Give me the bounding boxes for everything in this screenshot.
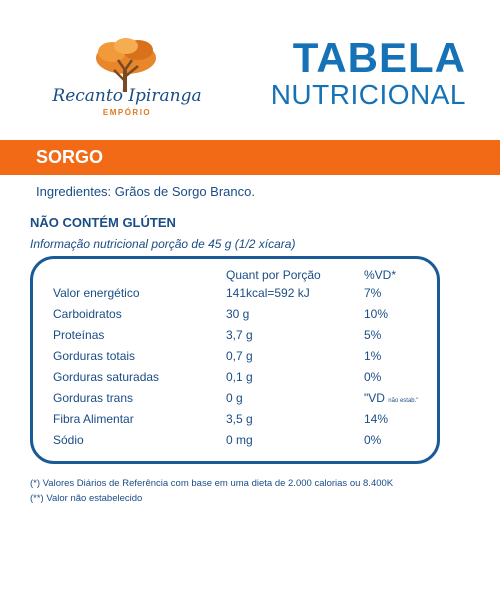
table-row	[33, 370, 437, 391]
nutrient-label: Valor energético	[53, 286, 140, 300]
brand-name: Recanto Ipiranga	[52, 86, 202, 106]
nutrient-vd: 14%	[364, 412, 389, 426]
gluten-notice: NÃO CONTÉM GLÚTEN	[30, 215, 176, 230]
brand-subtitle: EMPÓRIO	[102, 108, 152, 117]
page-title: TABELA	[292, 34, 466, 81]
product-band	[0, 140, 500, 175]
nutrient-vd: 5%	[364, 328, 382, 342]
table-row	[33, 349, 437, 370]
nutrient-vd: 1%	[364, 349, 382, 363]
table-row	[33, 433, 437, 454]
table-row	[33, 391, 437, 412]
vd-note: não estab."	[388, 398, 419, 404]
brand-logo	[52, 36, 202, 126]
table-row	[33, 286, 437, 307]
tree-icon	[90, 36, 162, 92]
column-header-vd: %VD*	[364, 268, 397, 282]
nutrient-label: Proteínas	[53, 328, 105, 342]
nutrient-quantity: 0,1 g	[226, 370, 253, 384]
nutrient-quantity: 30 g	[226, 307, 250, 321]
nutrient-quantity: 141kcal=592 kJ	[226, 286, 310, 300]
page-subtitle: NUTRICIONAL	[270, 79, 466, 110]
vd-value: "VD	[364, 391, 385, 405]
nutrient-label: Carboidratos	[53, 307, 122, 321]
nutrient-label: Gorduras saturadas	[53, 370, 160, 384]
footnote-not-established: (**) Valor não estabelecido	[30, 493, 143, 504]
ingredients-text: Ingredientes: Grãos de Sorgo Branco.	[36, 184, 255, 199]
nutrient-quantity: 3,7 g	[226, 328, 253, 342]
portion-info: Informação nutricional porção de 45 g (1/2 xícara)	[30, 237, 296, 251]
table-row	[33, 328, 437, 349]
product-name: SORGO	[36, 147, 104, 167]
nutrient-quantity: 0 mg	[226, 433, 253, 447]
nutrient-vd: 7%	[364, 286, 382, 300]
nutrient-vd: 0%	[364, 370, 382, 384]
table-row	[33, 307, 437, 328]
table-row	[33, 412, 437, 433]
nutrient-quantity: 3,5 g	[226, 412, 253, 426]
column-header-quantity: Quant por Porção	[226, 268, 321, 282]
nutrient-label: Gorduras trans	[53, 391, 134, 405]
footnote-vd: (*) Valores Diários de Referência com base em uma dieta de 2.000 calorias ou 8.400K	[30, 478, 394, 489]
nutrient-vd: 10%	[364, 307, 389, 321]
nutrition-table	[30, 256, 440, 464]
nutrient-label: Gorduras totais	[53, 349, 136, 363]
nutrient-label: Fibra Alimentar	[53, 412, 134, 426]
nutrient-vd	[364, 391, 418, 405]
nutrient-vd: 0%	[364, 433, 382, 447]
nutrient-quantity: 0,7 g	[226, 349, 253, 363]
nutrient-quantity: 0 g	[226, 391, 243, 405]
nutrient-label: Sódio	[53, 433, 84, 447]
